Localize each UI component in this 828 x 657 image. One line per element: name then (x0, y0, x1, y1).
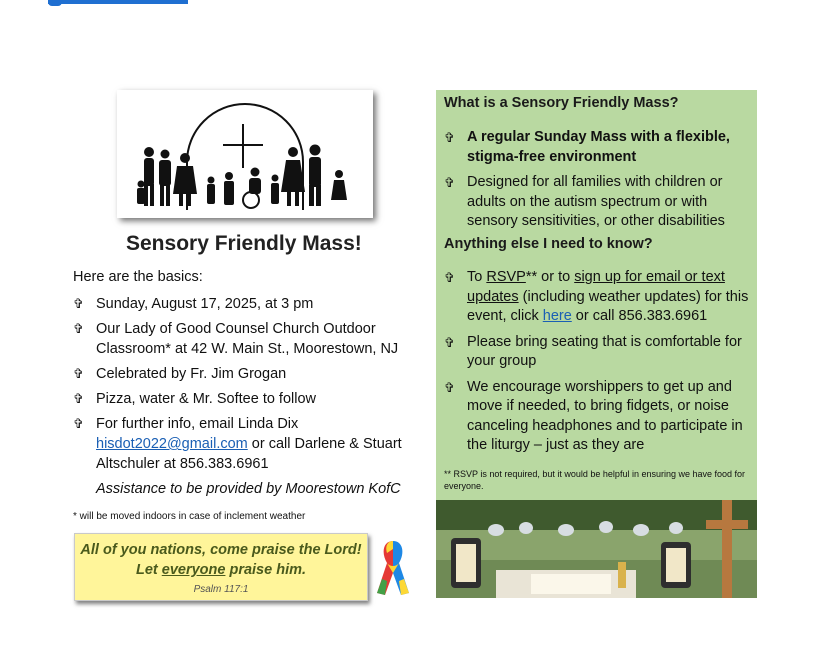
anything-else-heading: Anything else I need to know? (444, 236, 653, 252)
cross-bullet-icon: ✞ (444, 379, 455, 395)
what-is-list (444, 128, 754, 238)
top-blue-strip-hook (48, 0, 62, 6)
rsvp-link[interactable]: RSVP (486, 269, 526, 285)
list-item (73, 364, 418, 384)
cross-bullet-icon: ✞ (444, 175, 455, 190)
list-item (73, 319, 418, 359)
psalm-line-2 (75, 560, 367, 580)
cross-bullet-icon: ✞ (444, 270, 455, 285)
cross-bullet-icon: ✞ (73, 366, 84, 381)
outdoor-mass-photo (436, 500, 757, 598)
list-item (444, 378, 754, 456)
here-link[interactable]: here (542, 308, 572, 324)
psalm-line-2-pre: Let (135, 562, 162, 578)
rsvp-text (467, 268, 754, 327)
cross-bullet-icon: ✞ (73, 296, 84, 311)
kofc-note: Assistance to be provided by Moorestown KofC (96, 481, 401, 497)
cross-bullet-icon: ✞ (73, 391, 84, 406)
list-item-rsvp (444, 268, 754, 327)
rsvp-part-3: (including weather updates) for this event, click (467, 288, 749, 324)
top-blue-strip (48, 0, 188, 4)
cross-bullet-icon: ✞ (73, 416, 84, 431)
list-item (444, 333, 754, 372)
puzzle-ribbon-icon (373, 537, 413, 599)
signup-link[interactable]: sign up for email or text updates (467, 269, 725, 305)
list-item-text: We encourage worshippers to get up and move if needed, to bring fidgets, or noise canceling headphones and to participate in the liturgy – just as they are (467, 378, 743, 453)
contact-prefix: For further info, email Linda Dix (96, 416, 299, 432)
psalm-line-1: All of you nations, come praise the Lord! (80, 542, 362, 558)
list-item (444, 173, 754, 232)
list-item-text: Designed for all families with children or adults on the autism spectrum or with sensory sensitivities, or other disabilities (467, 174, 725, 229)
list-item-text: Please bring seating that is comfortable for your group (467, 333, 742, 369)
list-item-text: Sunday, August 17, 2025, at 3 pm (96, 296, 314, 312)
list-item-text: Our Lady of Good Counsel Church Outdoor Classroom* at 42 W. Main St., Moorestown, NJ (96, 321, 399, 357)
cross-bullet-icon: ✞ (73, 321, 84, 336)
anything-else-list (444, 268, 754, 462)
family-church-icon (117, 90, 373, 218)
family-church-logo (117, 90, 373, 218)
psalm-reference: Psalm 117:1 (193, 584, 249, 595)
psalm-quote-box (74, 533, 368, 601)
psalm-emphasis: everyone (161, 562, 226, 578)
list-item-contact (73, 414, 418, 474)
list-item (73, 389, 418, 409)
outdoor-mass-image (436, 500, 757, 598)
psalm-line-2-post: praise him. (225, 562, 307, 578)
list-item (73, 294, 418, 314)
indoor-footnote: * will be moved indoors in case of inclement weather (73, 511, 306, 522)
rsvp-part-4: or call 856.383.6961 (571, 308, 708, 324)
contact-suffix: or call Darlene & Stuart Altschuler at 856.383.6961 (96, 436, 402, 472)
left-bullet-list (73, 294, 418, 479)
contact-text (96, 414, 418, 474)
cross-bullet-icon: ✞ (444, 334, 455, 350)
list-item-text: A regular Sunday Mass with a flexible, stigma-free environment (467, 129, 730, 165)
email-link[interactable]: hisdot2022@gmail.com (96, 436, 248, 452)
cross-bullet-icon: ✞ (444, 130, 455, 145)
basics-heading: Here are the basics: (73, 269, 203, 285)
what-is-heading: What is a Sensory Friendly Mass? (444, 95, 679, 111)
rsvp-footnote: ** RSVP is not required, but it would be helpful in ensuring we have food for everyone. (444, 469, 746, 491)
list-item (444, 128, 754, 167)
rsvp-part-1: To (467, 269, 487, 285)
list-item-text: Celebrated by Fr. Jim Grogan (96, 366, 287, 382)
list-item-text: Pizza, water & Mr. Softee to follow (96, 391, 317, 407)
page-title: Sensory Friendly Mass! (126, 232, 362, 255)
rsvp-part-2: ** or to (525, 269, 575, 285)
